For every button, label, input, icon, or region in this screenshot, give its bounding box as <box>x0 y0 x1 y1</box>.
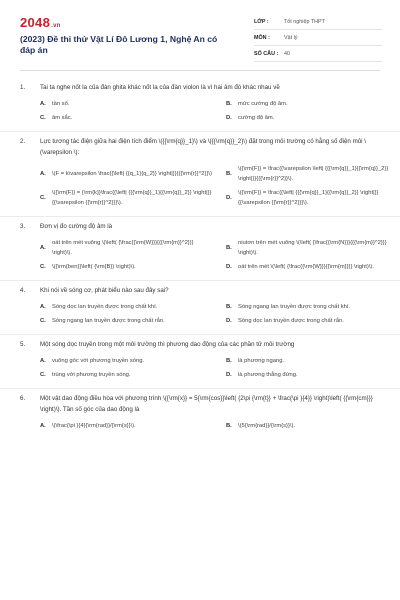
options-grid <box>20 296 378 334</box>
option-letter: D. <box>226 195 232 201</box>
option-text: Sóng ngang lan truyền được trong chất khí. <box>238 304 351 310</box>
option-text: âm sắc. <box>52 115 73 121</box>
question-3 <box>0 217 400 281</box>
option-letter: C. <box>40 195 46 201</box>
option-letter: B. <box>226 171 232 177</box>
option-letter: D. <box>226 264 232 270</box>
option-text: \({\rm{ben}}\left( {\rm{B}} \right)\). <box>52 264 136 270</box>
option-text: trùng với phương truyền sóng. <box>52 372 131 378</box>
question-text: Khi nói về sóng cơ, phát biểu nào sau đây sai? <box>40 287 169 294</box>
option-c[interactable] <box>40 316 212 326</box>
option-text: là phương ngang. <box>238 358 285 364</box>
option-letter: B. <box>226 245 232 251</box>
option-text: mức cường độ âm. <box>238 101 288 107</box>
options-grid <box>20 415 378 439</box>
meta-row-subject <box>254 30 382 46</box>
option-letter: D. <box>226 372 232 378</box>
option-text: oát trên mét vuông \(\left( {\frac{{\rm{W}}}{{{\rm{m}}^2}}} \right)\). <box>52 240 194 256</box>
meta-value: Tốt nghiệp THPT <box>284 18 325 25</box>
option-b[interactable] <box>226 421 398 431</box>
option-text: \({\rm{F}} = {\rm{k}}\frac{{\left| {{{\rm{q}}_1}{{\rm{q}}_2}} \right|}}{{\varepsilon {{\rm{r}}^2}}}\). <box>52 190 212 206</box>
option-text: vuông góc với phương truyền sóng. <box>52 358 145 364</box>
option-letter: A. <box>40 304 46 310</box>
meta-row-count <box>254 46 382 62</box>
option-letter: D. <box>226 115 232 121</box>
option-letter: B. <box>226 101 232 107</box>
option-c[interactable] <box>40 262 212 272</box>
option-a[interactable] <box>40 356 212 366</box>
option-text: \(5{\rm{rad}}/{\rm{s}}\). <box>238 423 296 429</box>
question-4 <box>0 281 400 335</box>
option-a[interactable] <box>40 421 212 431</box>
question-text: Đơn vị đo cường độ âm là <box>40 223 113 230</box>
option-b[interactable] <box>226 302 398 312</box>
option-c[interactable] <box>40 188 212 208</box>
question-number: 6. <box>20 395 26 402</box>
option-text: là phương thẳng đứng. <box>238 372 298 378</box>
site-logo[interactable] <box>20 15 61 30</box>
option-b[interactable] <box>226 356 398 366</box>
option-text: Sóng ngang lan truyền được trong chất rắn. <box>52 318 165 324</box>
meta-value: 40 <box>284 50 290 57</box>
question-text: Lực tương tác điện giữa hai điện tích điểm \({{\rm{q}}_1}\) và \({{\rm{q}}_2}\) đặt trong môi trường có hằng số điện môi \(\varepsilon \): <box>40 138 366 156</box>
exam-header <box>0 0 400 64</box>
question-text: Một sóng dọc truyền trong một môi trường thì phương dao động của các phần tử môi trường <box>40 341 295 348</box>
option-a[interactable] <box>40 238 212 258</box>
option-letter: C. <box>40 318 46 324</box>
option-letter: A. <box>40 358 46 364</box>
meta-key: SỐ CÂU : <box>254 50 279 57</box>
option-text: Sóng dọc lan truyền được trong chất khí. <box>52 304 158 310</box>
meta-key: MÔN : <box>254 34 270 41</box>
option-text: tần số. <box>52 101 70 107</box>
option-letter: B. <box>226 304 232 310</box>
question-1 <box>0 78 400 132</box>
question-number: 3. <box>20 223 26 230</box>
question-number: 4. <box>20 287 26 294</box>
option-letter: A. <box>40 423 46 429</box>
options-grid <box>20 350 378 388</box>
options-grid <box>20 158 389 216</box>
logo-suffix: .vn <box>51 23 61 29</box>
option-letter: B. <box>226 423 232 429</box>
option-text: \(F = k\varepsilon \frac{{\left| {{q_1}{q_2}} \right|}}{{{\rm{r}}^2}}\) <box>52 171 212 177</box>
question-text: Tai ta nghe nốt la của đàn ghita khác nốt la của đàn violon là vì hai âm đó khác nhau về <box>40 84 280 91</box>
meta-key: LỚP : <box>254 18 269 25</box>
option-a[interactable] <box>40 99 212 109</box>
option-b[interactable] <box>226 164 398 184</box>
option-text: \({\rm{F}} = \frac{{\varepsilon \left| {{{\rm{q}}_1}{{\rm{q}}_2}} \right|}}{{{\rm{r}}^2}}\). <box>238 166 389 182</box>
meta-value: Vật lý <box>284 34 298 41</box>
question-5 <box>0 335 400 389</box>
option-d[interactable] <box>226 370 398 380</box>
option-text: niutơn trên mét vuông \(\left( {\frac{{\rm{N}}}{{{\rm{m}}^2}}} \right)\). <box>238 240 387 256</box>
option-b[interactable] <box>226 238 398 258</box>
option-text: \(\frac{\pi }{4}{\rm{rad}}/{\rm{s}}\). <box>52 423 136 429</box>
option-letter: A. <box>40 245 46 251</box>
exam-meta <box>254 14 382 62</box>
question-text: Một vật dao động điều hòa với phương trình \({\rm{x}} = 5{\rm{cos}}\left( {2\pi {\rm{t}} + \frac{\pi }{4}} \right)\left( {{\rm{cm}}} \right)\). Tần số góc của dao động là <box>40 395 373 413</box>
option-letter: A. <box>40 101 46 107</box>
options-grid <box>20 93 378 131</box>
option-d[interactable] <box>226 316 398 326</box>
option-d[interactable] <box>226 113 398 123</box>
option-c[interactable] <box>40 370 212 380</box>
option-letter: B. <box>226 358 232 364</box>
option-letter: C. <box>40 372 46 378</box>
option-letter: A. <box>40 171 46 177</box>
option-text: oát trên mét \(\left( {\frac{{\rm{W}}}{{\rm{m}}}} \right)\). <box>238 264 374 270</box>
option-c[interactable] <box>40 113 212 123</box>
option-letter: C. <box>40 115 46 121</box>
option-text: \({\rm{F}} = \frac{{\left| {{{\rm{q}}_1}{{\rm{q}}_2}} \right|}}{{\varepsilon {{\rm{r}}^2}}}\). <box>238 190 379 206</box>
option-letter: D. <box>226 318 232 324</box>
meta-row-class <box>254 14 382 30</box>
option-a[interactable] <box>40 302 212 312</box>
logo-text: 2048 <box>20 15 51 30</box>
question-list <box>0 78 400 439</box>
question-number: 1. <box>20 84 26 91</box>
option-d[interactable] <box>226 262 398 272</box>
question-number: 5. <box>20 341 26 348</box>
option-d[interactable] <box>226 188 398 208</box>
question-6 <box>0 389 400 439</box>
question-2 <box>0 132 400 217</box>
header-divider <box>20 70 380 71</box>
options-grid <box>20 232 387 280</box>
question-number: 2. <box>20 138 26 145</box>
option-b[interactable] <box>226 99 398 109</box>
option-text: cường độ âm. <box>238 115 275 121</box>
option-a[interactable] <box>40 164 212 184</box>
exam-title: (2023) Đề thi thử Vật Lí Đô Lương 1, Nghệ An có đáp án <box>20 34 218 55</box>
option-letter: C. <box>40 264 46 270</box>
option-text: Sóng dọc lan truyền được trong chất rắn. <box>238 318 344 324</box>
